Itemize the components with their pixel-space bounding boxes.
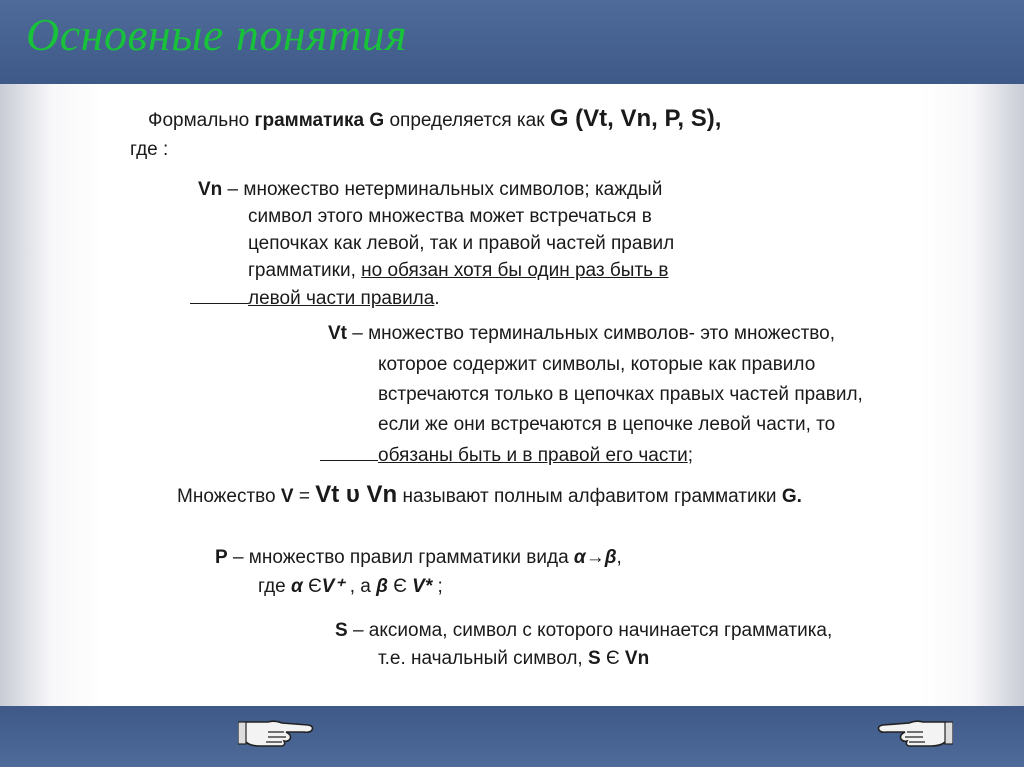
s-line-2 bbox=[378, 646, 649, 672]
alphabet-prefix: Множество bbox=[177, 486, 281, 507]
vt-line-5-underlined: обязаны быть и в правой его части bbox=[378, 445, 688, 466]
vn-line-2: символ этого множества может встречаться в bbox=[248, 206, 652, 227]
p-vstar: V* bbox=[412, 576, 433, 597]
p-vplus: V⁺ bbox=[321, 576, 345, 597]
vn-line-4 bbox=[248, 258, 668, 284]
vn-line-4-plain: грамматики, bbox=[248, 260, 362, 281]
footer-bar bbox=[0, 706, 1024, 767]
s-symbol: S bbox=[587, 648, 601, 669]
vn-line-1 bbox=[198, 177, 662, 203]
intro-grammar-term: грамматика G bbox=[254, 110, 385, 131]
vt-line-5 bbox=[320, 442, 693, 469]
alphabet-middle: называют полным алфавитом грамматики bbox=[397, 486, 782, 507]
alphabet-g: G. bbox=[781, 486, 802, 507]
vn-line-3: цепочках как левой, так и правой частей правил bbox=[248, 233, 675, 254]
p-term: P bbox=[215, 547, 228, 568]
vn-line-4-underlined: но обязан хотя бы один раз быть в bbox=[361, 260, 669, 281]
p-belongs-1: Є bbox=[302, 576, 322, 597]
intro-where: где : bbox=[130, 139, 169, 160]
alphabet-formula: Vt υ Vn bbox=[315, 481, 398, 508]
vt-term: Vt bbox=[328, 323, 347, 344]
vn-line-1-text: – множество нетерминальных символов; каждый bbox=[222, 179, 663, 200]
s-line-1-text: – аксиома, символ с которого начинается грамматика, bbox=[347, 620, 833, 641]
vn-term: Vn bbox=[198, 179, 223, 200]
content-area bbox=[0, 84, 1024, 706]
p-line-1-text: – множество правил грамматики вида bbox=[227, 547, 574, 568]
vt-line-1-text: – множество терминальных символов- это множество, bbox=[347, 323, 836, 344]
p-line-2 bbox=[258, 574, 443, 600]
pointing-hand-left-nav-icon[interactable] bbox=[238, 716, 316, 750]
p-comma-a: , а bbox=[344, 576, 377, 597]
intro-middle: определяется как bbox=[384, 110, 550, 131]
p-line-1 bbox=[215, 545, 622, 571]
s-belongs: Є bbox=[600, 648, 625, 669]
p-line-2-end: ; bbox=[432, 576, 443, 597]
s-line-2-text: т.е. начальный символ, bbox=[378, 648, 588, 669]
pointing-hand-right-nav-icon[interactable] bbox=[875, 716, 953, 750]
p-where: где bbox=[258, 576, 292, 597]
vn-line-5-underlined: левой части правила bbox=[248, 288, 435, 309]
vt-line-2: которое содержит символы, которые как правило bbox=[378, 354, 816, 375]
p-alpha: α bbox=[291, 576, 303, 597]
vt-underline-blank bbox=[320, 442, 378, 461]
vt-line-4: если же они встречаются в цепочке левой части, то bbox=[378, 414, 836, 435]
vn-line-5-end: . bbox=[434, 288, 440, 309]
s-vn: Vn bbox=[624, 648, 650, 669]
p-beta: β bbox=[376, 576, 388, 597]
s-line-1 bbox=[335, 618, 832, 644]
header-bar bbox=[0, 0, 1024, 84]
vt-line-5-end: ; bbox=[687, 445, 693, 466]
alphabet-line bbox=[177, 482, 802, 510]
vt-line-1 bbox=[328, 321, 835, 347]
intro-prefix: Формально bbox=[148, 110, 255, 131]
alphabet-eq: = bbox=[293, 486, 316, 507]
alphabet-v: V bbox=[280, 486, 294, 507]
intro-formula: G (Vt, Vn, P, S), bbox=[549, 105, 722, 132]
vn-underline-blank bbox=[190, 285, 248, 304]
s-term: S bbox=[335, 620, 348, 641]
vt-line-3: встречаются только в цепочках правых частей правил, bbox=[378, 384, 863, 405]
p-rule: α→β bbox=[573, 547, 617, 568]
p-line-1-end: , bbox=[616, 547, 622, 568]
vn-line-5 bbox=[190, 285, 440, 312]
p-belongs-2: Є bbox=[387, 576, 413, 597]
slide-title: Основные понятия bbox=[26, 9, 408, 60]
intro-line bbox=[148, 106, 721, 134]
